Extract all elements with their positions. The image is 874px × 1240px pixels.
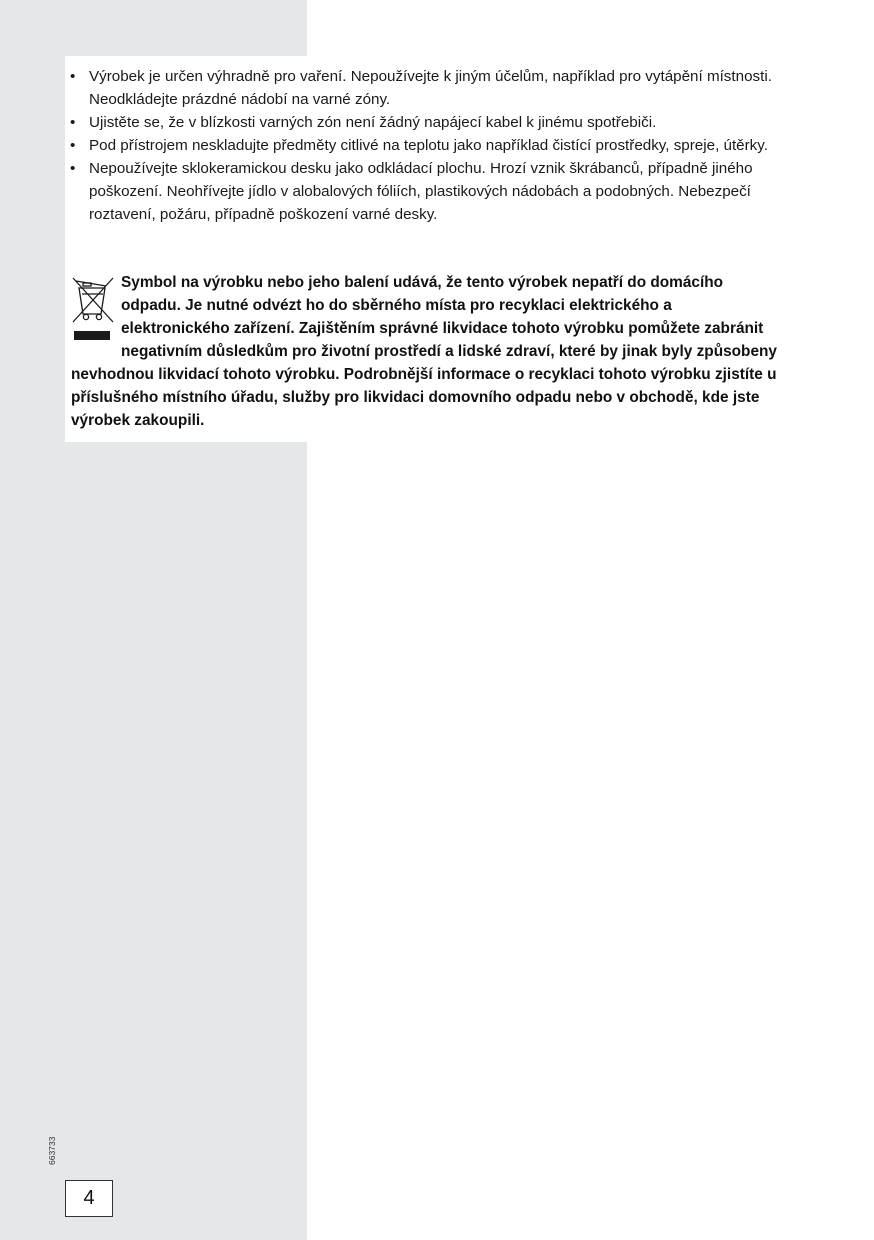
bullet-text: Ujistěte se, že v blízkosti varných zón není žádný napájecí kabel k jinému spotřebiči. <box>89 114 657 131</box>
list-item <box>70 157 790 226</box>
bullet-marker: • <box>70 160 76 177</box>
list-item <box>70 65 790 111</box>
bullet-text: Výrobek je určen výhradně pro vaření. Nepoužívejte k jiným účelům, například pro vytápění místnosti. Neodkládejte prázdné nádobí na varné zóny. <box>89 68 772 108</box>
bullet-text: Nepoužívejte sklokeramickou desku jako odkládací plochu. Hrozí vznik škrábanců, případně jiného poškození. Neohřívejte jídlo v alobalových fóliích, plastikových nádobách a podobných. Nebezpečí roztavení, požáru, případně poškození varné desky. <box>89 160 753 223</box>
safety-bullet-list <box>70 65 790 226</box>
disposal-notice-text: Symbol na výrobku nebo jeho balení udává, že tento výrobek nepatří do domácího odpadu. Je nutné odvézt ho do sběrného místa pro recyklaci elektrického a elektronického zařízení. Zajištěním správné likvidace tohoto výrobku pomůžete zabránit negativním důsledkům pro životní prostředí a lidské zdraví, které by jinak byly způsobeny nevhodnou likvidací tohoto výrobku. Podrobnější informace o recyklaci tohoto výrobku zjistíte u příslušného místního úřadu, služby pro likvidaci domovního odpadu nebo v obchodě, kde jste výrobek zakoupili. <box>71 274 777 429</box>
list-item <box>70 111 790 134</box>
list-item <box>70 134 790 157</box>
icon-spacer <box>71 271 121 361</box>
bullet-marker: • <box>70 68 76 85</box>
disposal-notice <box>71 271 783 432</box>
bullet-marker: • <box>70 137 76 154</box>
bullet-text: Pod přístrojem neskladujte předměty citlivé na teplotu jako například čistící prostředky, spreje, útěrky. <box>89 137 768 154</box>
document-code: 663733 <box>47 1136 57 1166</box>
page-number: 4 <box>65 1180 113 1217</box>
bullet-marker: • <box>70 114 76 131</box>
